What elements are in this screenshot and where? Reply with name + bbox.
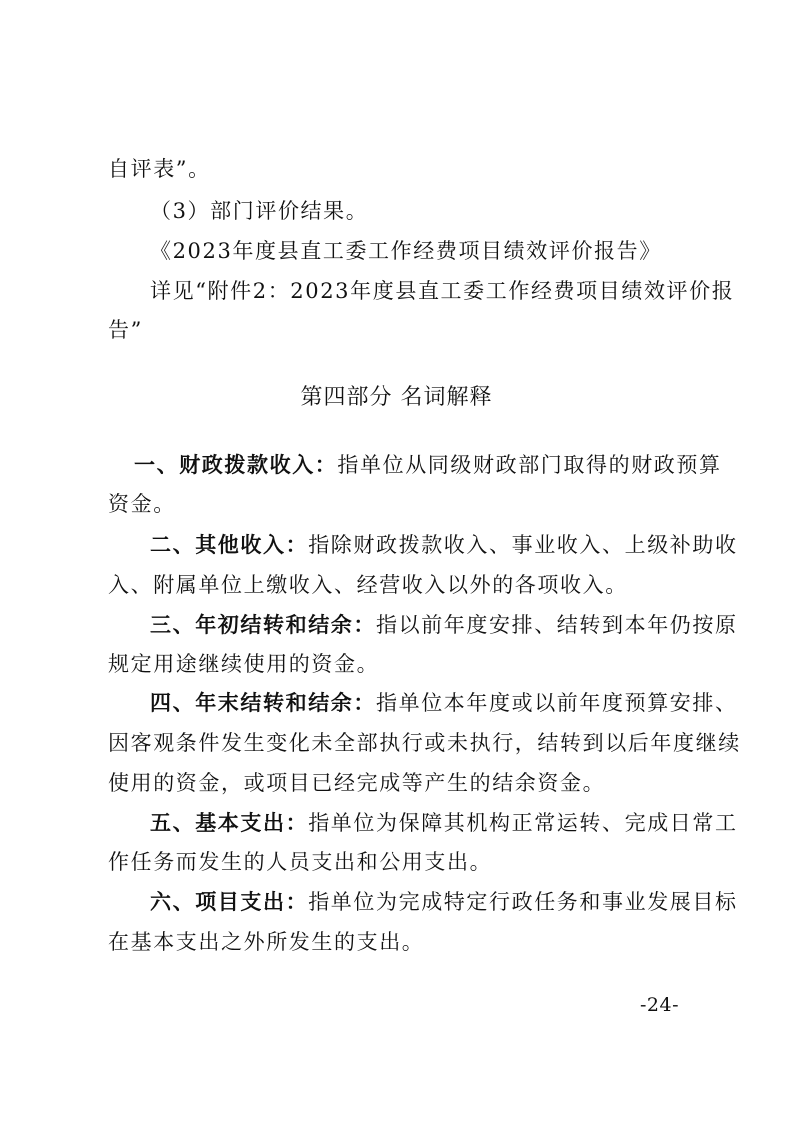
definition-6-line-1 (150, 889, 738, 915)
definition-text: 指以前年度安排、结转到本年仍按原 (376, 613, 738, 637)
definition-text: 指单位为保障其机构正常运转、完成日常工 (308, 811, 738, 835)
definition-term: 二、其他收入： (150, 533, 309, 557)
definition-1-line-2: 资金。 (108, 492, 176, 516)
definition-text: 指除财政拨款收入、事业收入、上级补助收 (308, 533, 738, 557)
definition-text: 指单位本年度或以前年度预算安排、 (376, 691, 738, 715)
intro-line-5: 告” (108, 318, 143, 342)
definition-1-line-1 (134, 452, 722, 478)
intro-line-4: 详见“附件2：2023年度县直工委工作经费项目绩效评价报 (150, 279, 735, 303)
definition-term: 四、年末结转和结余： (150, 691, 376, 715)
definition-4-line-2: 因客观条件发生变化未全部执行或未执行，结转到以后年度继续 (108, 731, 741, 755)
definition-2-line-2: 入、附属单位上缴收入、经营收入以外的各项收入。 (108, 573, 628, 597)
definition-5-line-1 (150, 810, 738, 836)
definition-3-line-2: 规定用途继续使用的资金。 (108, 652, 380, 676)
definition-5-line-2: 作任务而发生的人员支出和公用支出。 (108, 850, 493, 874)
intro-line-1: 自评表”。 (108, 157, 211, 181)
definition-term: 三、年初结转和结余： (150, 613, 376, 637)
page-number: -24- (640, 994, 680, 1016)
definition-6-line-2: 在基本支出之外所发生的支出。 (108, 930, 425, 954)
definition-4-line-1 (150, 690, 738, 716)
definition-term: 一、财政拨款收入： (134, 453, 338, 477)
definition-term: 五、基本支出： (150, 811, 309, 835)
section-title: 第四部分 名词解释 (300, 385, 493, 410)
definition-text: 指单位为完成特定行政任务和事业发展目标 (308, 890, 738, 914)
definition-text: 指单位从同级财政部门取得的财政预算 (337, 453, 722, 477)
definition-3-line-1 (150, 612, 738, 638)
intro-line-2: （3）部门评价结果。 (150, 199, 369, 223)
definition-2-line-1 (150, 532, 738, 558)
intro-line-3: 《2023年度县直工委工作经费项目绩效评价报告》 (150, 239, 662, 263)
definition-term: 六、项目支出： (150, 890, 309, 914)
definition-4-line-3: 使用的资金，或项目已经完成等产生的结余资金。 (108, 771, 606, 795)
